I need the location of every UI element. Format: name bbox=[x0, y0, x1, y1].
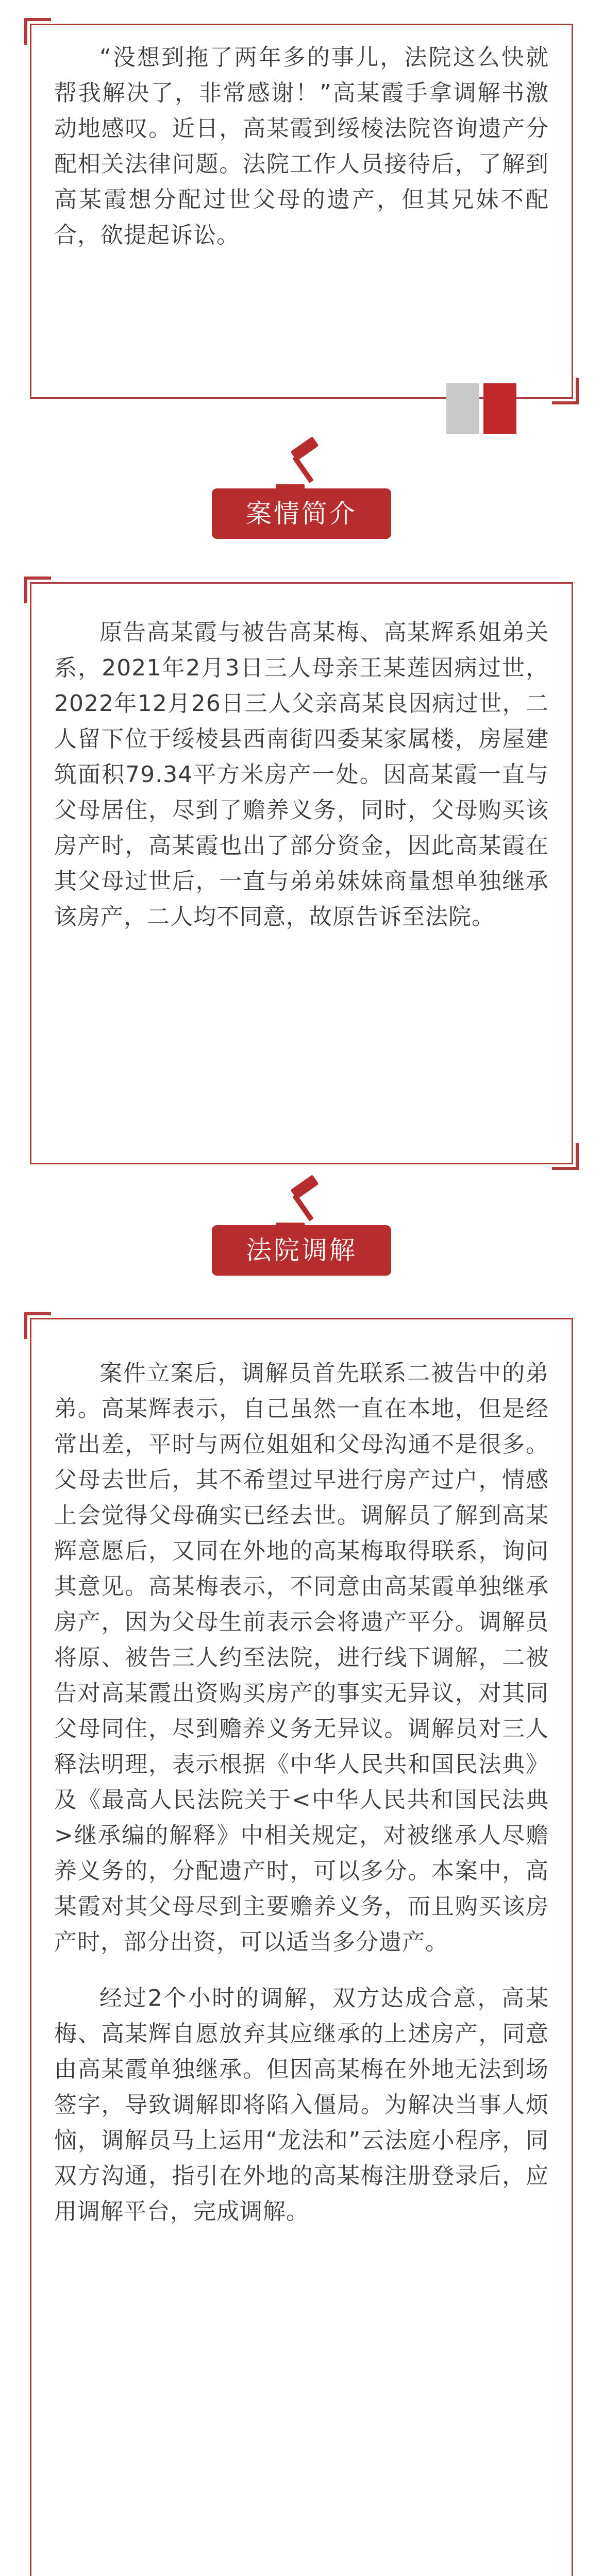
decor-red-block bbox=[483, 383, 516, 434]
section-title-case: 案情简介 bbox=[212, 488, 391, 539]
mediation-paragraph-2: 经过2个小时的调解，双方达成合意，高某梅、高某辉自愿放弃其应继承的上述房产，同意由高某霞单独继承。但因高某梅在外地无法到场签字，导致调解即将陷入僵局。为解决当事人烦恼，调解员马上运用“龙法和”云法庭小程序，同双方沟通，指引在外地的高某梅注册登录后，应用调解平台，完成调解。 bbox=[54, 1985, 549, 2225]
case-intro-box bbox=[30, 582, 573, 1164]
gavel-icon bbox=[271, 1172, 332, 1234]
intro-paragraph: “没想到拖了两年多的事儿，法院这么快就帮我解决了，非常感谢！”高某霞手拿调解书激动地感叹。近日，高某霞到绥棱法院咨询遗产分配相关法律问题。法院工作人员接待后，了解到高某霞想分配过世父母的遗产，但其兄妹不配合，欲提起诉讼。 bbox=[54, 44, 549, 248]
intro-box bbox=[30, 24, 573, 399]
mediation-paragraph-1: 案件立案后，调解员首先联系二被告中的弟弟。高某辉表示，自己虽然一直在本地，但是经常出差，平时与两位姐姐和父母沟通不是很多。父母去世后，其不希望过早进行房产过户，情感上会觉得父母确实已经去世。调解员了解到高某辉意愿后，又同在外地的高某梅取得联系，询问其意见。高某梅表示，不同意由高某霞单独继承房产，因为父母生前表示会将遗产平分。调解员将原、被告三人约至法院，进行线下调解，二被告对高某霞出资购买房产的事实无异议，对其同父母同住，尽到赡养义务无异议。调解员对三人释法明理，表示根据《中华人民共和国民法典》及《最高人民法院关于<中华人民共和国民法典>继承编的解释》中相关规定，对被继承人尽赡养义务的，分配遗产时，可以多分。本案中，高某霞对其父母尽到主要赡养义务，而且购买该房产时，部分出资，可以适当多分遗产。 bbox=[54, 1360, 549, 1955]
case-intro-paragraph: 原告高某霞与被告高某梅、高某辉系姐弟关系，2021年2月3日三人母亲王某莲因病过世，2022年12月26日三人父亲高某良因病过世，二人留下位于绥棱县西南街四委某家属楼，房屋建筑面积79.34平方米房产一处。因高某霞一直与父母居住，尽到了赡养义务，同时，父母购买该房产时，高某霞也出了部分资金，因此高某霞在其父母过世后，一直与弟弟妹妹商量想单独继承该房产，二人均不同意，故原告诉至法院。 bbox=[54, 619, 549, 930]
decor-gray-block bbox=[446, 383, 479, 434]
section-title-mediation: 法院调解 bbox=[212, 1225, 391, 1276]
mediation-box bbox=[30, 1318, 573, 2576]
gavel-icon bbox=[271, 434, 332, 496]
